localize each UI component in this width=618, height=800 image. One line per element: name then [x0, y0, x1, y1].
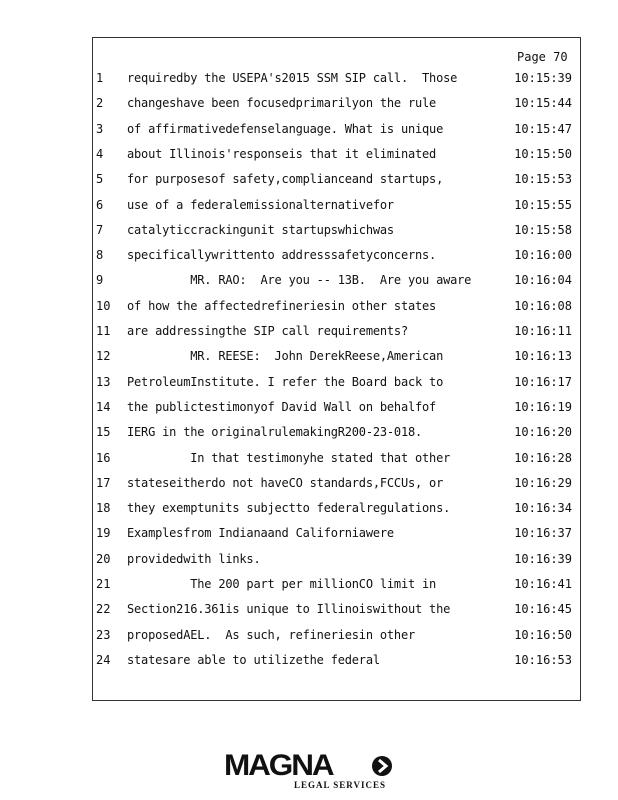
line-text: of how the affectedrefineriesin other states [127, 298, 437, 313]
transcript-line [0, 451, 618, 471]
timestamp: 10:15:39 [514, 71, 572, 85]
line-text: changeshave been focusedprimarilyon the rule [127, 96, 437, 111]
line-text: IERG in the originalrulemakingR200-23-018. [127, 425, 423, 440]
line-number: 19 [96, 526, 111, 541]
transcript-line [0, 552, 618, 572]
timestamp: 10:16:04 [514, 273, 572, 288]
logo-subtitle: LEGAL SERVICES [294, 780, 386, 790]
line-number: 14 [96, 399, 111, 414]
line-number: 3 [96, 121, 104, 136]
line-text: requiredby the USEPA's2015 SSM SIP call. Those [127, 71, 458, 85]
transcript-line [0, 223, 618, 243]
timestamp: 10:16:29 [514, 475, 572, 490]
line-text: they exemptunits subjectto federalregulations. [127, 501, 451, 516]
transcript-line [0, 425, 618, 445]
timestamp: 10:16:37 [514, 526, 572, 541]
transcript-line [0, 324, 618, 344]
line-number: 9 [96, 273, 104, 288]
line-number: 4 [96, 146, 104, 161]
line-text: of affirmativedefenselanguage. What is unique [127, 121, 444, 136]
line-number: 12 [96, 349, 111, 364]
line-text: proposedAEL. As such, refineriesin other [127, 627, 416, 642]
line-text: The 200 part per millionCO limit in [127, 577, 437, 591]
line-number: 10 [96, 298, 111, 313]
line-number: 5 [96, 172, 104, 187]
timestamp: 10:15:53 [514, 172, 572, 187]
line-text: MR. REESE: John DerekReese,American [127, 349, 444, 364]
timestamp: 10:16:28 [514, 450, 572, 465]
transcript-line [0, 299, 618, 319]
timestamp: 10:15:47 [514, 121, 572, 136]
line-text: PetroleumInstitute. I refer the Board back to [127, 374, 444, 389]
timestamp: 10:15:58 [514, 222, 572, 237]
line-number: 21 [96, 577, 111, 591]
transcript-line [0, 628, 618, 648]
timestamp: 10:16:41 [514, 577, 572, 591]
line-text: Section216.361is unique to Illinoiswithout the [127, 602, 451, 617]
line-text: statesare able to utilizethe federal [127, 652, 380, 667]
transcript-line [0, 71, 618, 91]
timestamp: 10:15:50 [514, 146, 572, 161]
line-number: 18 [96, 501, 111, 516]
line-number: 11 [96, 324, 111, 338]
line-text: the publictestimonyof David Wall on behalfof [127, 399, 437, 414]
line-number: 20 [96, 551, 111, 566]
transcript-line [0, 248, 618, 268]
page-number: Page 70 [517, 50, 568, 64]
timestamp: 10:16:45 [514, 602, 572, 617]
line-number: 6 [96, 197, 104, 212]
transcript-line [0, 526, 618, 546]
line-number: 16 [96, 450, 111, 465]
transcript-line [0, 653, 618, 673]
line-text: Examplesfrom Indianaand Californiawere [127, 526, 394, 541]
timestamp: 10:16:20 [514, 425, 572, 440]
line-text: providedwith links. [127, 551, 261, 566]
line-number: 2 [96, 96, 104, 111]
line-text: are addressingthe SIP call requirements? [127, 324, 408, 338]
transcript-line [0, 375, 618, 395]
timestamp: 10:16:50 [514, 627, 572, 642]
line-text: stateseitherdo not haveCO standards,FCCUs, or [127, 475, 444, 490]
line-number: 7 [96, 222, 104, 237]
timestamp: 10:16:53 [514, 652, 572, 667]
line-number: 13 [96, 374, 111, 389]
line-text: specificallywrittento addresssafetyconcerns. [127, 248, 437, 263]
timestamp: 10:16:39 [514, 551, 572, 566]
line-number: 24 [96, 652, 111, 667]
transcript-line [0, 577, 618, 597]
transcript-line [0, 501, 618, 521]
transcript-line [0, 476, 618, 496]
timestamp: 10:16:13 [514, 349, 572, 364]
line-number: 23 [96, 627, 111, 642]
timestamp: 10:15:44 [514, 96, 572, 111]
transcript-line [0, 602, 618, 622]
timestamp: 10:16:00 [514, 248, 572, 263]
transcript-line [0, 400, 618, 420]
transcript-line [0, 122, 618, 142]
line-text: In that testimonyhe stated that other [127, 450, 451, 465]
line-text: MR. RAO: Are you -- 13B. Are you aware [127, 273, 472, 288]
transcript-line [0, 172, 618, 192]
timestamp: 10:16:19 [514, 399, 572, 414]
line-number: 8 [96, 248, 104, 263]
line-number: 1 [96, 71, 104, 85]
transcript-line [0, 273, 618, 293]
line-text: catalyticcrackingunit startupswhichwas [127, 222, 394, 237]
transcript-line [0, 147, 618, 167]
timestamp: 10:16:17 [514, 374, 572, 389]
timestamp: 10:15:55 [514, 197, 572, 212]
logo-wordmark: MAGNA [224, 749, 333, 782]
timestamp: 10:16:34 [514, 501, 572, 516]
line-number: 17 [96, 475, 111, 490]
timestamp: 10:16:08 [514, 298, 572, 313]
magna-logo [224, 749, 394, 793]
circle-arrow-icon [371, 755, 393, 777]
line-text: use of a federalemissionalternativefor [127, 197, 394, 212]
line-number: 22 [96, 602, 111, 617]
line-text: about Illinois'responseis that it eliminated [127, 146, 437, 161]
line-text: for purposesof safety,complianceand startups, [127, 172, 444, 187]
transcript-line [0, 96, 618, 116]
timestamp: 10:16:11 [514, 324, 572, 338]
line-number: 15 [96, 425, 111, 440]
transcript-line [0, 198, 618, 218]
transcript-line [0, 349, 618, 369]
